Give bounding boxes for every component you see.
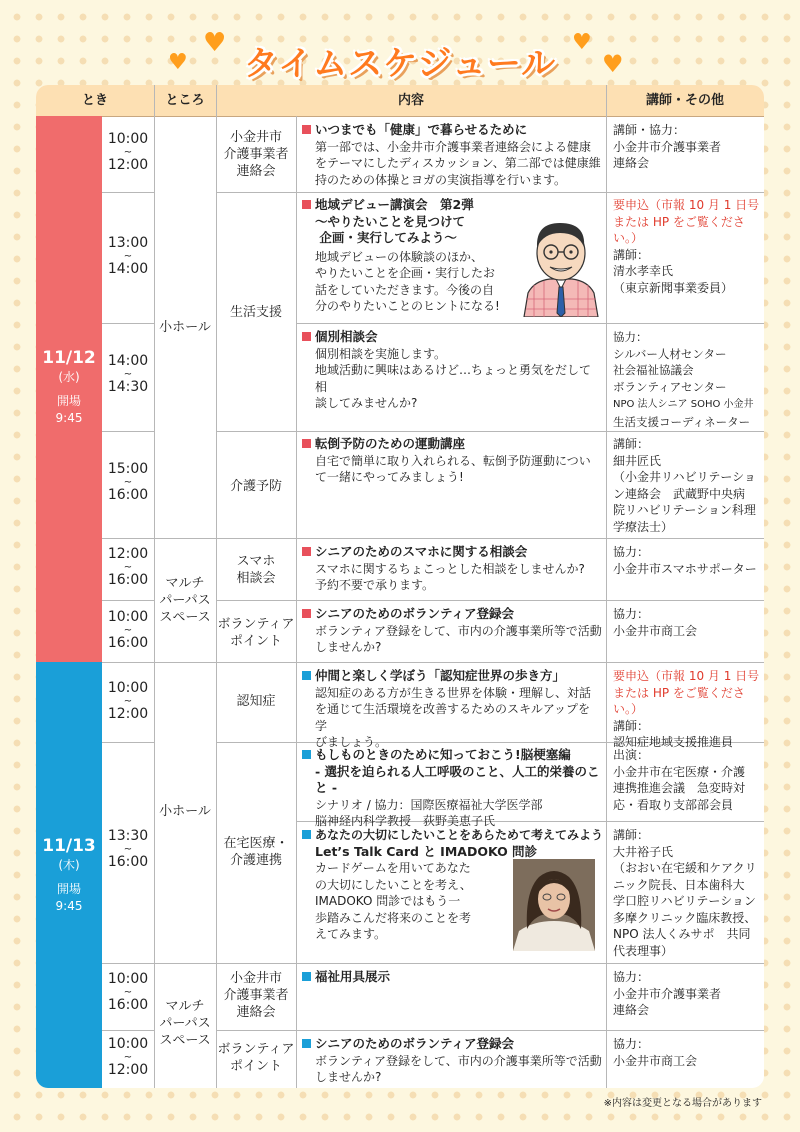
place-multipurpose: マルチ パーパス スペース [159,999,211,1048]
place-hall: 小ホール [159,804,211,819]
time-slot: 10:00 ~ 16:00 [107,609,149,651]
time-slot: 10:00 ~ 12:00 [107,131,149,173]
open-label-day1: 開場 [56,394,81,408]
lecturer-note: 講師・協力： 小金井市介護事業者 連絡会 [613,123,722,170]
date-band-day1 [36,116,102,662]
header-naiyo: 内容 [397,93,424,108]
time-slot: 10:00 ~ 12:00 [107,680,149,722]
program-content: 個別相談会 個別相談を実施します。 地域活動に興味はあるけど…ちょっと勇気をだして相 談してみませんか? [302,329,602,412]
program-content: 地域デビュー講演会 第2弾 ～やりたいことを見つけて 企画・実行してみよう～ 地域デビューの体験談のほか、 やりたいことを企画・実行したお 話をしていただきます。今後の自 分のやりたいことのヒントになる! [302,197,602,315]
program-content: 仲間と楽しく学ぼう「認知症世界の歩き方」 認知症のある方が生きる世界を体験・理解し、対話 を通じて生活環境を改善するためのスキルアップを学 びましょう。 [302,668,602,751]
heart-icon: ♥ [602,50,624,78]
program-content: シニアのためのボランティア登録会 ボランティア登録をして、市内の介護事業所等で活動 しませんか? [302,1036,602,1086]
category: 介護予防 [229,479,282,494]
place-hall: 小ホール [159,320,211,335]
heart-icon: ♥ [203,28,227,58]
date-band-day2 [36,662,102,1088]
place-multipurpose: マルチ パーパス スペース [159,576,211,625]
time-slot: 10:00 ~ 16:00 [107,971,149,1013]
lecturer-note: 講師： 細井匠氏 （小金井リハビリテーショ ン連絡会 武蔵野中央病 院リハビリテーション科理 学療法士） [613,437,756,534]
program-content: もしものときのために知っておこう!脳梗塞編 - 選択を迫られる人工呼吸のこと、人工的栄養のこと - シナリオ / 協力：国際医療福祉大学医学部 脳神経内科学教授 荻野美恵子氏 [302,747,602,830]
time-slot: 13:00 ~ 14:00 [107,235,149,277]
header-koshi: 講師・その他 [645,93,724,108]
lecturer-note: 協力： シルバー人材センター 社会福祉協議会 ボランティアセンター NPO 法人シニア SOHO 小金井 生活支援コーディネーター [613,330,754,429]
open-label-day2: 開場 [56,882,81,896]
open-time-day1: 9:45 [55,411,83,425]
category: ボランティア ポイント [217,1042,295,1074]
category: 小金井市 介護事業者 連絡会 [223,130,289,179]
time-slot: 10:00 ~ 12:00 [107,1036,149,1078]
header-tokoro: ところ [165,93,205,108]
speaker-illustration [520,215,602,317]
category: 在宅医療・ 介護連携 [223,836,289,868]
category: スマホ 相談会 [236,554,276,586]
weekday-day1: (水) [58,370,80,384]
program-content: シニアのためのスマホに関する相談会 スマホに関するちょこっとした相談をしませんか? 予約不要で承ります。 [302,544,602,594]
time-slot: 12:00 ~ 16:00 [107,546,149,588]
lecturer-note: 協力： 小金井市スマホサポーター [613,545,757,576]
schedule-table [36,85,764,1088]
program-content: いつまでも「健康」で暮らせるために 第一部では、小金井市介護事業者連絡会による健康 をテーマにしたディスカッション、第二部では健康維 持のための体操とヨガの実演指導を行います。 [302,122,602,188]
category: 生活支援 [229,305,282,320]
lecturer-note: 出演： 小金井市在宅医療・介護 連携推進会議 急変時対 応・看取り支部部会員 [613,748,746,812]
footnote: ※内容は変更となる場合があります [603,1098,762,1109]
heart-icon: ♥ [572,30,592,55]
lecturer-note: 協力： 小金井市商工会 [613,1037,698,1068]
speaker-photo [513,859,595,951]
program-content: シニアのためのボランティア登録会 ボランティア登録をして、市内の介護事業所等で活動 しませんか? [302,606,602,656]
lecturer-note: 協力： 小金井市介護事業者 連絡会 [613,970,722,1017]
header-toki: とき [81,93,108,108]
time-slot: 15:00 ~ 16:00 [107,461,149,503]
category: 小金井市 介護事業者 連絡会 [223,971,289,1020]
date-day1: 11/12 [42,348,96,368]
heart-icon: ♥ [168,50,188,75]
lecturer-note: 協力： 小金井市商工会 [613,607,698,638]
table-header [36,85,764,117]
time-slot: 14:00 ~ 14:30 [107,353,149,395]
time-slot: 13:30 ~ 16:00 [107,828,149,870]
date-day2: 11/13 [42,836,96,856]
weekday-day2: (木) [58,858,80,872]
open-time-day2: 9:45 [55,899,83,913]
page-title: タイムスケジュール [243,44,557,84]
category: 認知症 [236,694,276,709]
category: ボランティア ポイント [217,617,295,649]
lecturer-note: 講師： 大井裕子氏 （おおい在宅緩和ケアクリ ニック院長、日本歯科大 学口腔リハビリテーション 多摩クリニック臨床教授、 NPO 法人くみサポ 共同 代表理事） [613,828,757,958]
program-content: 転倒予防のための運動講座 自宅で簡単に取り入れられる、転倒予防運動につい て一緒にやってみましょう! [302,436,602,486]
program-content: あなたの大切にしたいことをあらためて考えてみよう Let’s Talk Card と IMADOKO 問診 カードゲームを用いてあなた の大切にしたいことを考え、 IMADOKO 問診ではもう一 歩踏みこんだ将来のことを考 えてみます。 [302,827,606,943]
lecturer-note: 要申込（市報 10 月 1 日号 または HP をご覧ください。） 講師： 認知症地域支援推進員 [613,669,760,749]
lecturer-note: 要申込（市報 10 月 1 日号 または HP をご覧ください。） 講師： 清水孝幸氏 （東京新聞事業委員） [613,198,760,295]
program-content: 福祉用具展示 [302,969,602,986]
